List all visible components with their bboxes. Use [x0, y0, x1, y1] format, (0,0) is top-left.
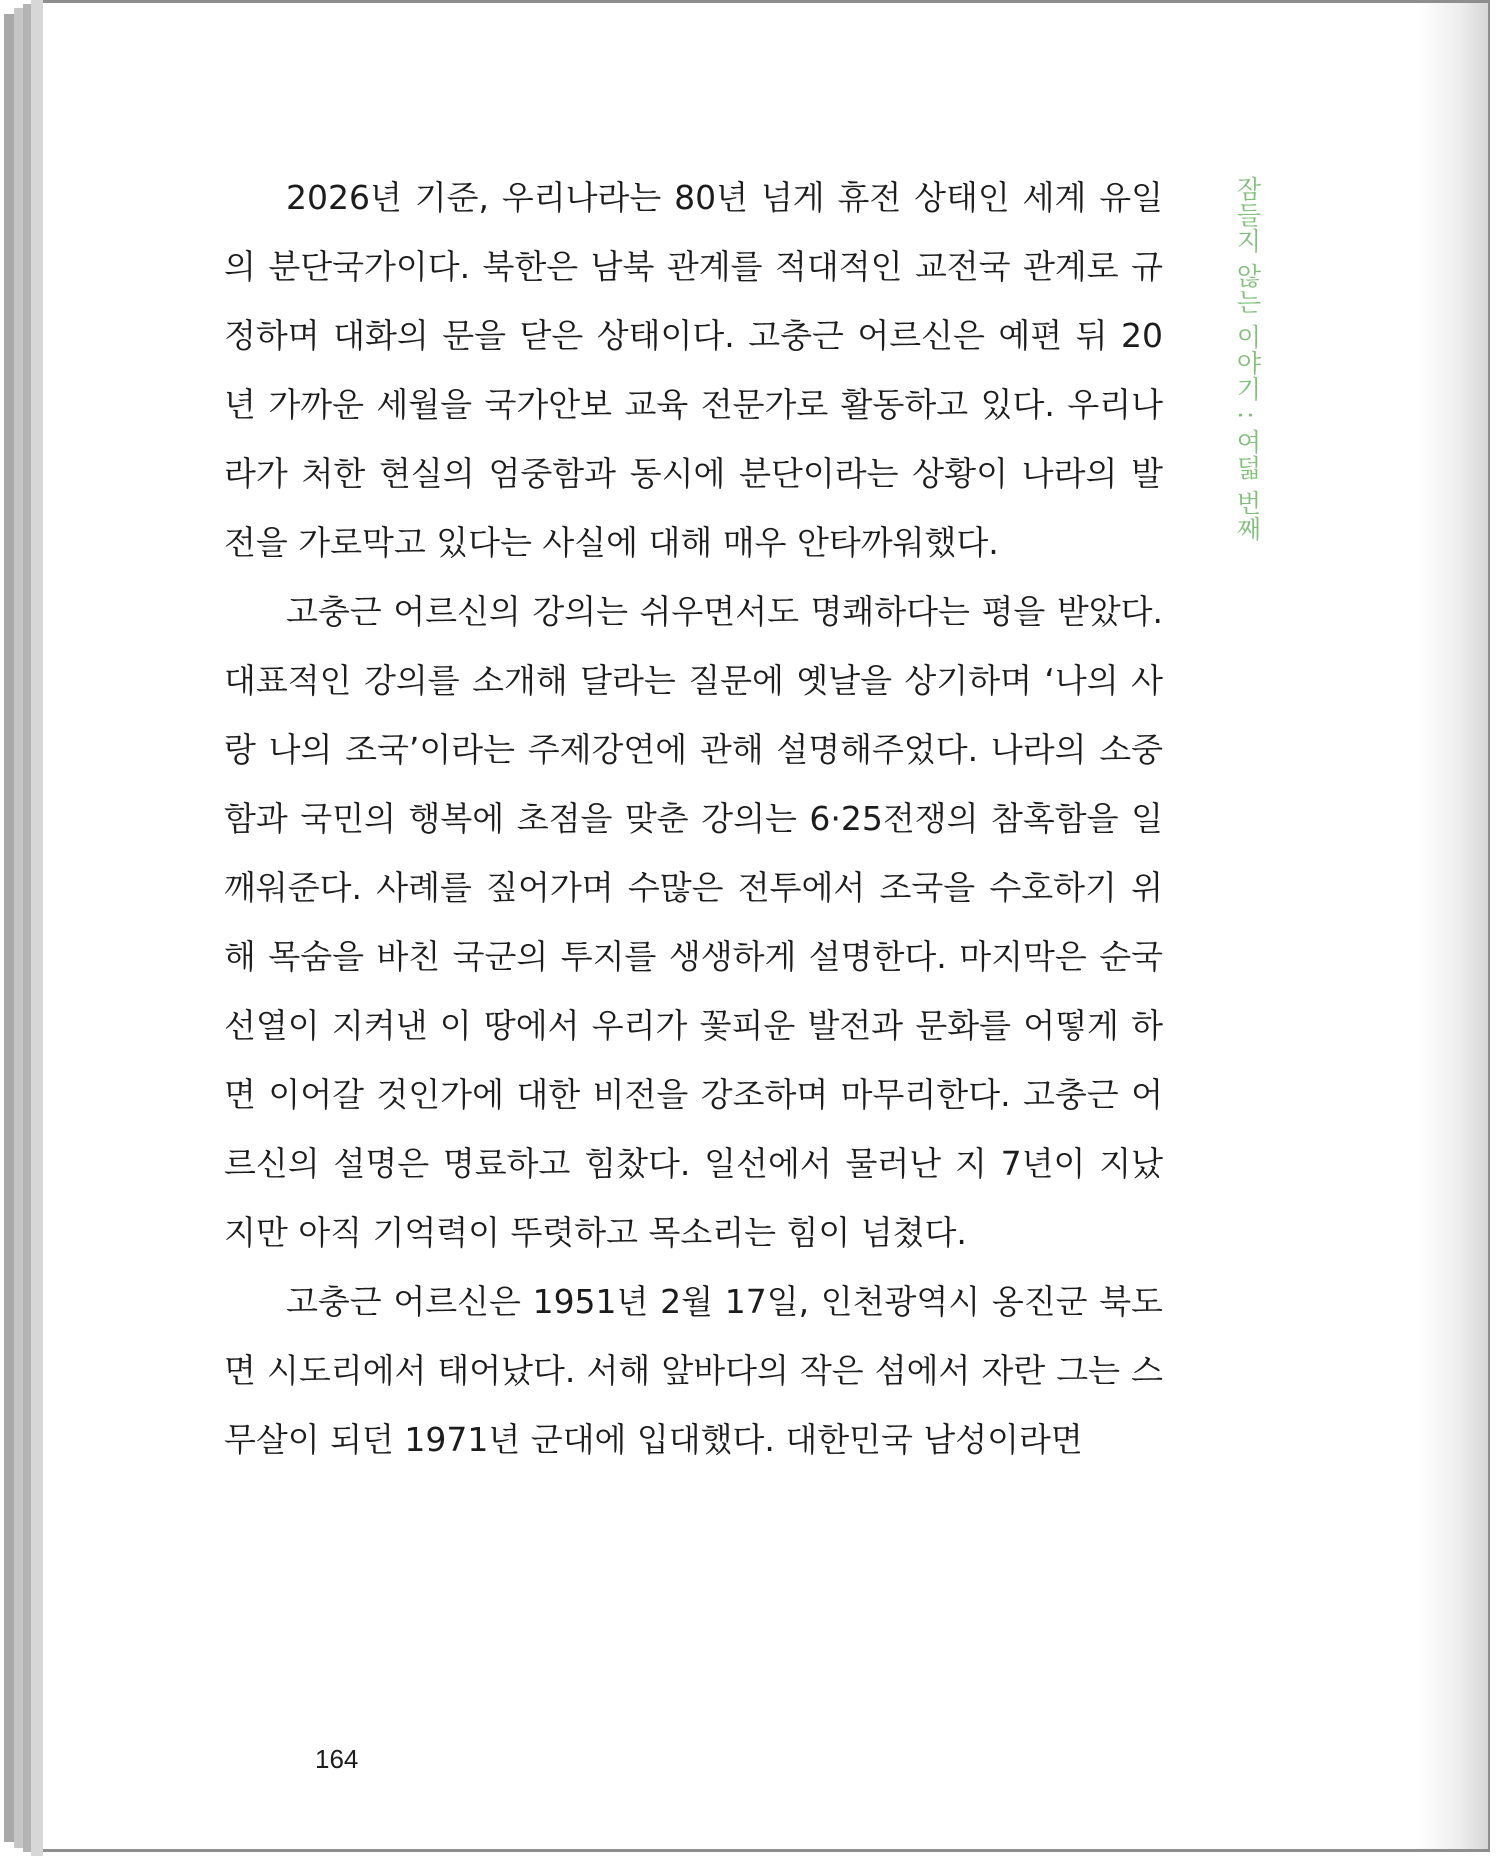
page-gutter-shadow [1418, 3, 1488, 1849]
paragraph: 고충근 어르신은 1951년 2월 17일, 인천광역시 옹진군 북도면 시도리에서 태어났다. 서해 앞바다의 작은 섬에서 자란 그는 스무살이 되던 1971년 군대에 입대했다. 대한민국 남성이라면 [224, 1282, 1163, 1459]
page-edge [4, 14, 14, 1842]
paragraph: 고충근 어르신의 강의는 쉬우면서도 명쾌하다는 평을 받았다. 대표적인 강의를 소개해 달라는 질문에 옛날을 상기하며 ‘나의 사랑 나의 조국’이라는 주제강연에 관해 설명해주었다. 나라의 소중함과 국민의 행복에 초점을 맞춘 강의는 6·25전쟁의 참혹함을 일깨워준다. 사례를 짚어가며 수많은 전투에서 조국을 수호하기 위해 목숨을 바친 국군의 투지를 생생하게 설명한다. 마지막은 순국선열이 지켜낸 이 땅에서 우리가 꽃피운 발전과 문화를 어떻게 하면 이어갈 것인가에 대한 비전을 강조하며 마무리한다. 고충근 어르신의 설명은 명료하고 힘찼다. 일선에서 물러난 지 7년이 지났지만 아직 기억력이 뚜렷하고 목소리는 힘이 넘쳤다. [224, 592, 1163, 1252]
page-edge [31, 0, 43, 1856]
page-edge [23, 4, 31, 1852]
page-number: 164 [315, 1744, 359, 1774]
running-title: 잠들지 않는 이야기 : 여덟 번째 [1233, 176, 1262, 543]
body-text [224, 163, 1163, 1474]
paragraph: 2026년 기준, 우리나라는 80년 넘게 휴전 상태인 세계 유일의 분단국가이다. 북한은 남북 관계를 적대적인 교전국 관계로 규정하며 대화의 문을 닫은 상태이다. 고충근 어르신은 예편 뒤 20년 가까운 세월을 국가안보 교육 전문가로 활동하고 있다. 우리나라가 처한 현실의 엄중함과 동시에 분단이라는 상황이 나라의 발전을 가로막고 있다는 사실에 대해 매우 안타까워했다. [224, 178, 1163, 562]
page-edge [14, 8, 23, 1848]
